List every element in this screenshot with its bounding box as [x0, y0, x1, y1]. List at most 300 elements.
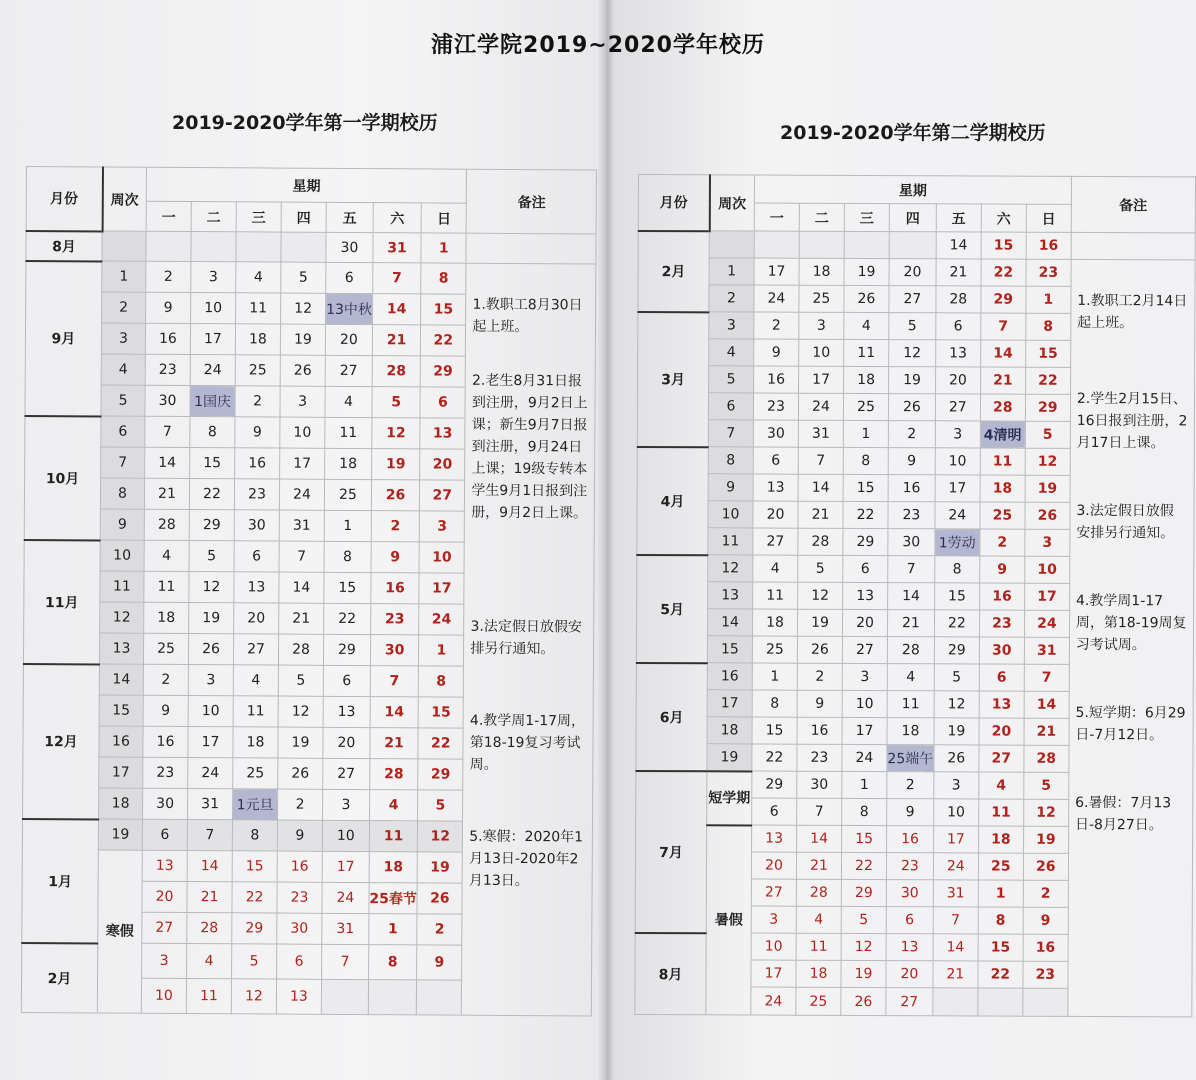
day-cell: 9	[417, 945, 462, 980]
day-cell: 29	[1025, 394, 1070, 421]
week-number	[709, 231, 754, 258]
day-cell: 18	[752, 609, 797, 636]
day-cell: 8	[752, 690, 797, 717]
day-cell: 23	[753, 393, 798, 420]
day-cell: 27	[325, 355, 372, 386]
week-number: 4	[709, 339, 754, 366]
day-cell: 15	[978, 934, 1023, 961]
day-cell: 31	[279, 510, 324, 541]
day-cell: 15	[752, 717, 797, 744]
day-cell: 3	[799, 312, 844, 339]
day-cell: 20	[420, 449, 465, 480]
day-cell: 15	[843, 474, 888, 501]
day-cell: 25	[980, 502, 1025, 529]
day-cell: 23	[277, 882, 322, 913]
week-number	[102, 231, 146, 261]
day-cell: 3	[842, 663, 887, 690]
day-cell: 18	[799, 258, 844, 285]
day-cell: 10	[188, 696, 233, 727]
week-number: 1	[709, 258, 754, 285]
day-cell: 27	[886, 988, 933, 1016]
day-cell: 9	[146, 292, 191, 323]
day-cell: 2	[235, 386, 280, 417]
day-cell: 11	[887, 691, 934, 718]
day-cell: 5	[1024, 772, 1069, 799]
day-cell: 3	[1025, 529, 1070, 556]
day-cell: 21	[887, 610, 934, 637]
notes-empty	[1071, 232, 1195, 260]
day-cell: 29	[323, 634, 370, 665]
month-label: 2月	[638, 231, 709, 312]
day-cell: 6	[753, 447, 798, 474]
day-cell: 7	[798, 447, 843, 474]
day-cell: 18	[796, 960, 841, 987]
month-label: 7月	[635, 770, 707, 932]
day-cell: 18	[980, 475, 1025, 502]
day-cell: 1	[1026, 286, 1071, 313]
day-cell: 17	[188, 727, 233, 758]
day-cell: 5	[841, 906, 886, 933]
day-cell: 2	[797, 663, 842, 690]
day-cell	[754, 231, 799, 258]
day-cell: 28	[980, 394, 1025, 421]
day-cell: 20	[323, 727, 370, 758]
day-cell: 24	[190, 355, 235, 386]
day-cell	[236, 232, 281, 262]
day-cell: 1	[752, 663, 797, 690]
day-cell: 5	[232, 944, 277, 979]
day-cell: 22	[841, 852, 886, 879]
day-cell: 9	[277, 820, 322, 851]
week-number: 4	[101, 354, 145, 385]
day-cell: 6	[326, 262, 373, 293]
day-cell: 27	[935, 394, 980, 421]
day-cell	[799, 231, 844, 258]
day-cell: 8	[324, 541, 371, 572]
day-cell: 21	[796, 852, 841, 879]
day-cell: 21	[279, 603, 324, 634]
day-cell: 2	[887, 772, 934, 799]
day-cell: 19	[1025, 475, 1070, 502]
weekday-header: 六	[981, 204, 1026, 232]
day-cell: 10	[280, 417, 325, 448]
day-cell: 14	[980, 340, 1025, 367]
day-cell: 22	[324, 603, 371, 634]
day-cell: 29	[934, 637, 979, 664]
month-label: 9月	[25, 261, 102, 416]
day-cell: 20	[979, 718, 1024, 745]
day-cell: 24	[933, 853, 978, 880]
day-cell: 20	[753, 501, 798, 528]
day-cell: 3	[280, 386, 325, 417]
day-cell: 3	[188, 665, 233, 696]
week-number: 14	[99, 664, 143, 695]
day-cell: 10	[191, 293, 236, 324]
day-cell: 28	[370, 759, 419, 790]
day-cell: 13	[276, 979, 321, 1014]
day-cell: 31	[933, 880, 978, 907]
day-cell: 14	[372, 294, 421, 325]
day-cell: 27	[753, 528, 798, 555]
header-row	[26, 167, 597, 204]
day-cell: 9	[888, 448, 935, 475]
day-cell: 29	[420, 356, 465, 387]
note-item: 5.寒假：2020年1月13日-2020年2月13日。	[468, 828, 584, 890]
day-cell: 2	[980, 529, 1025, 556]
day-cell: 28	[144, 509, 189, 540]
day-cell: 30	[326, 232, 373, 262]
day-cell: 11	[325, 417, 372, 448]
day-cell: 14	[797, 825, 842, 852]
notes-empty	[466, 233, 596, 264]
day-cell: 6	[936, 313, 981, 340]
day-cell: 7	[145, 416, 190, 447]
day-cell: 12	[281, 293, 326, 324]
day-cell: 11	[233, 696, 278, 727]
day-cell: 27	[233, 634, 278, 665]
day-cell: 14	[145, 447, 190, 478]
day-cell: 30	[979, 637, 1024, 664]
weekday-header: 四	[281, 202, 326, 232]
day-cell: 23	[979, 610, 1024, 637]
note-item: 3.法定假日放假安排另行通知。	[470, 618, 582, 658]
day-cell: 30	[277, 913, 322, 944]
booklet-fold	[598, 0, 614, 1080]
day-cell: 1	[324, 510, 371, 541]
day-cell: 22	[421, 325, 466, 356]
day-cell: 16	[888, 475, 935, 502]
day-cell: 22	[232, 882, 277, 913]
day-cell: 17	[280, 448, 325, 479]
day-cell: 12	[278, 696, 323, 727]
day-cell: 3	[323, 789, 370, 820]
weekday-header: 日	[1026, 204, 1071, 232]
day-cell: 9	[754, 339, 799, 366]
holiday-cell: 25端午	[887, 745, 934, 772]
week-number: 13	[708, 582, 753, 609]
week-number: 10	[100, 540, 144, 571]
week-number: 3	[709, 312, 754, 339]
day-cell: 25	[233, 758, 278, 789]
day-cell: 27	[889, 286, 936, 313]
month-column-header: 月份	[26, 167, 102, 231]
day-cell: 6	[323, 665, 370, 696]
day-cell: 4	[236, 262, 281, 293]
day-cell: 19	[417, 852, 462, 883]
day-cell: 28	[798, 528, 843, 555]
day-cell: 30	[753, 420, 798, 447]
day-cell: 25	[799, 285, 844, 312]
day-cell: 11	[369, 821, 418, 852]
week-number: 16	[707, 663, 752, 690]
day-cell: 15	[981, 232, 1026, 259]
day-cell: 13	[323, 696, 370, 727]
day-cell: 12	[798, 582, 843, 609]
day-cell: 27	[979, 745, 1024, 772]
day-cell: 5	[889, 313, 936, 340]
week-number: 12	[100, 602, 144, 633]
day-cell: 7	[933, 907, 978, 934]
week-number: 13	[99, 633, 143, 664]
note-item: 5.短学期：6月29日-7月12日。	[1075, 704, 1186, 744]
day-cell: 15	[190, 448, 235, 479]
week-number: 16	[99, 726, 143, 757]
day-cell: 22	[752, 744, 797, 771]
day-cell: 24	[798, 393, 843, 420]
day-cell: 15	[934, 583, 979, 610]
day-cell: 1	[842, 771, 887, 798]
day-cell: 28	[796, 879, 841, 906]
weekday-header: 五	[326, 202, 373, 232]
day-cell: 17	[751, 960, 796, 987]
day-cell: 23	[234, 479, 279, 510]
day-cell: 14	[933, 934, 978, 961]
day-cell: 25	[143, 633, 188, 664]
day-cell: 7	[1024, 664, 1069, 691]
day-cell: 8	[368, 945, 417, 980]
day-cell: 25	[796, 987, 841, 1015]
week-column-header: 周次	[709, 175, 754, 231]
day-cell: 17	[190, 324, 235, 355]
day-cell: 8	[1026, 313, 1071, 340]
day-cell: 28	[187, 912, 232, 943]
day-cell: 5	[189, 541, 234, 572]
day-cell: 24	[322, 882, 369, 913]
day-cell: 16	[979, 583, 1024, 610]
day-cell: 20	[889, 259, 936, 286]
day-cell: 10	[141, 978, 186, 1013]
day-cell: 13	[420, 418, 465, 449]
week-number: 19	[707, 744, 752, 771]
month-label: 11月	[23, 539, 100, 663]
day-cell: 22	[843, 501, 888, 528]
week-number: 17	[707, 690, 752, 717]
note-item: 6.暑假：7月13日-8月27日。	[1074, 794, 1172, 834]
day-cell: 25	[978, 853, 1023, 880]
day-cell: 20	[142, 881, 187, 912]
day-cell: 31	[798, 420, 843, 447]
day-cell: 28	[278, 634, 323, 665]
day-cell: 3	[935, 421, 980, 448]
day-cell: 27	[751, 879, 796, 906]
note-item: 3.法定假日放假安排另行通知。	[1076, 502, 1175, 542]
week-row	[26, 231, 596, 264]
week-number: 19	[98, 819, 142, 850]
day-cell: 5	[418, 790, 463, 821]
day-cell: 25	[843, 393, 888, 420]
day-cell: 15	[324, 572, 371, 603]
day-cell: 17	[935, 475, 980, 502]
day-cell: 29	[418, 759, 463, 790]
semester2-title: 2019-2020学年第二学期校历	[780, 122, 1046, 144]
weekday-group-header: 星期	[754, 175, 1071, 204]
day-cell	[978, 988, 1023, 1016]
week-number: 11	[100, 571, 144, 602]
day-cell: 1	[421, 233, 466, 263]
week-number: 12	[708, 555, 753, 582]
day-cell: 26	[844, 285, 889, 312]
day-cell: 18	[144, 602, 189, 633]
day-cell: 27	[323, 758, 370, 789]
weekday-header: 五	[936, 204, 981, 232]
week-number: 18	[99, 788, 143, 819]
day-cell: 12	[1025, 448, 1070, 475]
day-cell: 9	[371, 542, 420, 573]
day-cell: 6	[752, 798, 797, 825]
week-row	[638, 231, 1195, 260]
day-cell: 18	[369, 852, 418, 883]
day-cell: 17	[322, 851, 369, 882]
day-cell: 7	[187, 819, 232, 850]
day-cell: 16	[143, 726, 188, 757]
day-cell: 30	[797, 771, 842, 798]
weekday-header: 一	[146, 201, 191, 231]
week-number: 7	[708, 420, 753, 447]
day-cell: 2	[417, 914, 462, 945]
day-cell: 19	[797, 609, 842, 636]
day-cell: 10	[842, 690, 887, 717]
day-cell: 9	[980, 556, 1025, 583]
week-number: 15	[99, 695, 143, 726]
day-cell: 20	[751, 852, 796, 879]
day-cell: 19	[934, 718, 979, 745]
day-cell: 16	[371, 573, 420, 604]
day-cell: 16	[277, 851, 322, 882]
weekday-header: 二	[191, 202, 236, 232]
day-cell: 20	[935, 367, 980, 394]
day-cell: 16	[235, 448, 280, 479]
day-cell: 9	[797, 690, 842, 717]
day-cell: 18	[887, 718, 934, 745]
day-cell: 24	[188, 757, 233, 788]
day-cell: 20	[234, 603, 279, 634]
day-cell: 19	[280, 324, 325, 355]
day-cell: 11	[844, 339, 889, 366]
week-number: 11	[708, 528, 753, 555]
month-label: 10月	[24, 415, 101, 539]
day-cell: 22	[981, 259, 1026, 286]
day-cell: 16	[145, 323, 190, 354]
day-cell: 6	[234, 541, 279, 572]
month-label: 1月	[22, 818, 99, 942]
holiday-cell: 1元旦	[233, 789, 278, 820]
weekday-header: 日	[421, 203, 466, 233]
day-cell: 13	[935, 340, 980, 367]
day-cell: 11	[144, 571, 189, 602]
day-cell: 4	[233, 665, 278, 696]
day-cell: 2	[754, 312, 799, 339]
day-cell: 13	[753, 474, 798, 501]
day-cell: 26	[888, 394, 935, 421]
holiday-cell: 4清明	[980, 421, 1025, 448]
holiday-cell: 1劳动	[935, 529, 980, 556]
day-cell: 5	[372, 387, 421, 418]
day-cell: 4	[753, 555, 798, 582]
day-cell: 9	[1023, 907, 1068, 934]
day-cell: 24	[279, 479, 324, 510]
month-label: 8月	[26, 231, 102, 261]
day-cell: 23	[1023, 961, 1068, 988]
week-number: 15	[707, 636, 752, 663]
day-cell: 22	[934, 610, 979, 637]
day-cell: 8	[421, 263, 466, 294]
day-cell: 4	[979, 772, 1024, 799]
day-cell: 30	[143, 788, 188, 819]
day-cell: 26	[841, 987, 886, 1015]
day-cell: 4	[887, 664, 934, 691]
week-number: 3	[101, 323, 145, 354]
holiday-cell: 13中秋	[326, 293, 373, 324]
day-cell: 4	[187, 943, 232, 978]
summer-break-label: 暑假	[706, 825, 752, 1015]
day-cell: 22	[1025, 367, 1070, 394]
month-label: 12月	[23, 663, 100, 818]
note-item: 1.教职工8月30日起上班。	[472, 296, 583, 336]
day-cell: 21	[144, 478, 189, 509]
day-cell: 23	[888, 502, 935, 529]
day-cell: 26	[188, 634, 233, 665]
week-row	[638, 258, 1195, 287]
week-number: 8	[100, 478, 144, 509]
week-number: 7	[101, 447, 145, 478]
day-cell: 20	[886, 961, 933, 988]
day-cell: 6	[142, 819, 187, 850]
day-cell: 31	[1024, 637, 1069, 664]
notes-column-header: 备注	[466, 169, 596, 234]
day-cell: 24	[1024, 610, 1069, 637]
day-cell: 1	[978, 880, 1023, 907]
week-number: 1	[102, 261, 146, 292]
day-cell: 12	[934, 691, 979, 718]
weekday-header: 四	[889, 204, 936, 232]
day-cell: 9	[235, 417, 280, 448]
short-term-label: 短学期	[707, 771, 752, 825]
day-cell: 2	[278, 789, 323, 820]
month-label: 5月	[636, 554, 707, 662]
note-item: 2.学生2月15日、16日报到注册，2月17日上课。	[1076, 390, 1188, 452]
day-cell: 14	[798, 474, 843, 501]
week-column-header: 周次	[102, 167, 146, 231]
main-title: 浦江学院2019~2020学年校历	[431, 33, 765, 58]
day-cell: 11	[978, 799, 1023, 826]
day-cell: 16	[754, 366, 799, 393]
day-cell: 27	[420, 480, 465, 511]
weekday-group-header: 星期	[146, 167, 467, 203]
day-cell: 8	[935, 556, 980, 583]
day-cell: 12	[189, 572, 234, 603]
day-cell: 28	[372, 356, 421, 387]
day-cell: 2	[888, 421, 935, 448]
day-cell: 4	[325, 386, 372, 417]
day-cell: 13	[752, 825, 797, 852]
day-cell	[933, 988, 978, 1016]
winter-break-label: 寒假	[97, 850, 142, 1013]
week-number: 18	[707, 717, 752, 744]
day-cell: 22	[978, 961, 1023, 988]
day-cell: 9	[143, 695, 188, 726]
day-cell	[368, 980, 417, 1015]
day-cell: 24	[419, 604, 464, 635]
semester1-calendar-table	[21, 166, 597, 1016]
day-cell: 8	[232, 820, 277, 851]
day-cell: 8	[978, 907, 1023, 934]
day-cell: 14	[936, 232, 981, 259]
day-cell: 26	[371, 480, 420, 511]
day-cell	[321, 979, 368, 1014]
day-cell: 23	[143, 757, 188, 788]
day-cell: 23	[370, 604, 419, 635]
day-cell: 18	[844, 366, 889, 393]
